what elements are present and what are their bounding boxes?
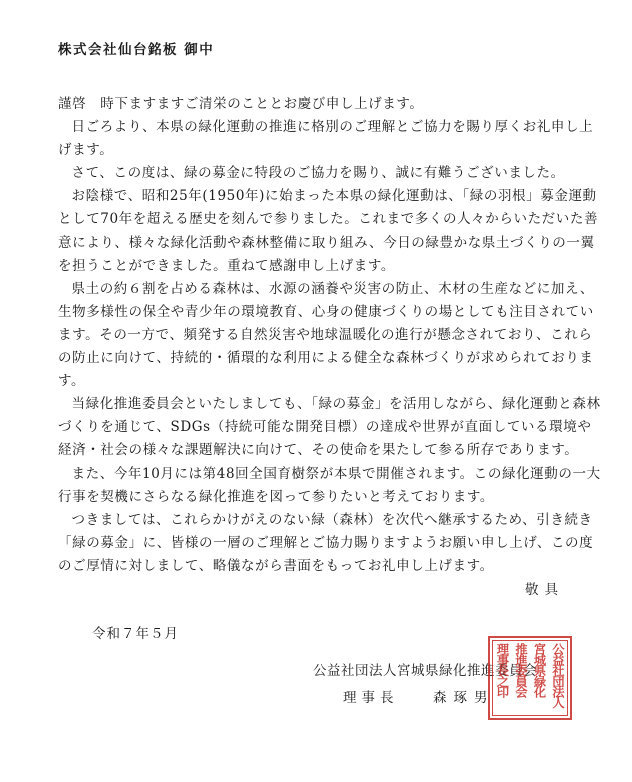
paragraph-donation: さて、この度は、緑の募金に特段のご協力を賜り、誠に有難うございました。 — [71, 165, 565, 182]
paragraph-mission: 当緑化推進委員会といたしましても、「緑の募金」を活用しながら、緑化運動と森林づくりを通じて、SDGs（持続可能な開発目標）の達成や世界が直面している環境や経済・社会の様々な課題解決に向けて、その使命を果たして参る所存であります。 — [58, 396, 601, 459]
letter-body — [58, 93, 603, 578]
paragraph-greeting: 謹啓 時下ますますご清栄のこととお慶び申し上げます。 — [58, 96, 424, 112]
signer-title: 理事長 — [343, 690, 399, 706]
closing-phrase: 敬具 — [525, 582, 564, 598]
seal-column: 理事長之印 — [495, 643, 510, 697]
paragraph-request: つきましては、これらかけがえのない緑（森林）を次代へ継承するため、引き続き「緑の募金」に、皆様の一層のご理解とご協力賜りますようお願い申し上げ、この度のご厚情に対しまして、略儀ながら書面をもってお礼申し上げます。 — [58, 511, 594, 574]
organization-name: 公益社団法人宮城県緑化推進委員会 — [313, 663, 537, 679]
seal-column: 公益社団法人 — [551, 643, 565, 708]
paragraph-history: お陰様で、昭和25年(1950年)に始まった本県の緑化運動は、「緑の羽根」募金運動として70年を超える歴史を刻んで参りました。これまで多くの人々からいただいた善意により、様々な緑化活動や森林整備に取り組み、今日の緑豊かな県土づくりの一翼を担うことができました。重ねて感謝申し上げます。 — [58, 188, 599, 274]
seal-column: 推進委員会 — [514, 643, 528, 697]
signer-name: 森琢男 — [433, 690, 495, 706]
seal-column: 宮城県緑化 — [532, 643, 547, 697]
addressee: 株式会社仙台銘板 御中 — [58, 42, 215, 58]
seal-text — [496, 643, 564, 713]
letter-date: 令和７年５月 — [92, 626, 179, 642]
paragraph-forests: 県土の約６割を占める森林は、水源の涵養や災害の防止、木材の生産などに加え、生物多様性の保全や青少年の環境教育、心身の健康づくりの場としても注目されています。その一方で、頻発する自然災害や地球温暖化の進行が懸念されており、これらの防止に向けて、持続的・循環的な利用による健全な森林づくりが求められております。 — [58, 280, 595, 390]
paragraph-festival: また、今年10月には第48回全国育樹祭が本県で開催されます。この緑化運動の一大行事を契機にさらなる緑化推進を図って参りたいと考えております。 — [58, 465, 601, 505]
official-seal-stamp — [488, 636, 572, 720]
paragraph-thanks: 日ごろより、本県の緑化運動の推進に格別のご理解とご協力を賜り厚くお礼申し上げます。 — [58, 119, 594, 159]
